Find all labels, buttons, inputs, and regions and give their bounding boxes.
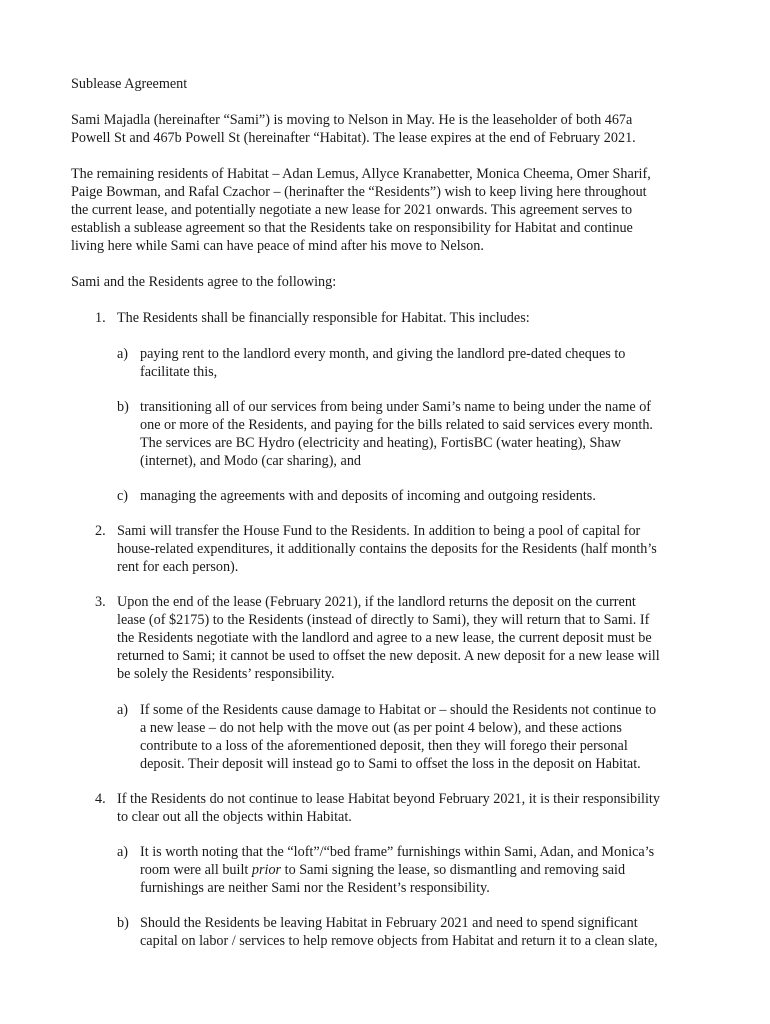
paragraph-line: living here while Sami can have peace of mind after his move to Nelson. [71, 238, 484, 254]
sub-item-label: a) [117, 702, 129, 718]
list-number: 1. [95, 310, 106, 326]
paragraph-line: Paige Bowman, and Rafal Czachor – (herinafter the “Residents”) wish to keep living here throughout [71, 184, 647, 200]
paragraph-line: be solely the Residents’ responsibility. [117, 666, 335, 682]
paragraph-line: the Residents negotiate with the landlord and agree to a new lease, the current deposit must be [117, 630, 652, 646]
sub-item-label: a) [117, 346, 129, 362]
paragraph-line: Sami will transfer the House Fund to the Residents. In addition to being a pool of capital for [117, 523, 641, 539]
paragraph-line: The Residents shall be financially responsible for Habitat. This includes: [117, 310, 530, 326]
paragraph-line: establish a sublease agreement so that the Residents take on responsibility for Habitat and continue [71, 220, 633, 236]
paragraph-line: deposit. Their deposit will instead go to Sami to offset the loss in the deposit on Habitat. [140, 756, 641, 772]
text-run: room were all built [140, 862, 252, 878]
paragraph-line: If the Residents do not continue to lease Habitat beyond February 2021, it is their responsibility [117, 791, 660, 807]
paragraph-line: It is worth noting that the “loft”/“bed frame” furnishings within Sami, Adan, and Monica’s [140, 844, 655, 860]
sub-item-label: a) [117, 844, 129, 860]
paragraph-line: paying rent to the landlord every month, and giving the landlord pre-dated cheques to [140, 346, 626, 362]
paragraph-line: The services are BC Hydro (electricity and heating), FortisBC (water heating), Shaw [140, 435, 622, 451]
sub-item-label: b) [117, 399, 129, 415]
paragraph-line: Sami Majadla (hereinafter “Sami”) is moving to Nelson in May. He is the leaseholder of both 467a [71, 112, 633, 128]
paragraph-line: If some of the Residents cause damage to Habitat or – should the Residents not continue to [140, 702, 657, 718]
sub-item-label: b) [117, 915, 129, 931]
paragraph-line: contribute to a loss of the aforementioned deposit, then they will forego their personal [140, 738, 628, 754]
paragraph-line: facilitate this, [140, 364, 218, 380]
list-number: 3. [95, 594, 106, 610]
paragraph-line: managing the agreements with and deposits of incoming and outgoing residents. [140, 488, 596, 504]
paragraph-line: house-related expenditures, it additionally contains the deposits for the Residents (half month’s [117, 541, 657, 557]
agreement-intro: Sami and the Residents agree to the following: [71, 274, 337, 290]
document-title: Sublease Agreement [71, 76, 188, 92]
paragraph-line: to clear out all the objects within Habitat. [117, 809, 352, 825]
paragraph-line [140, 861, 625, 879]
paragraph-line: a new lease – do not help with the move out (as per point 4 below), and these actions [140, 720, 622, 736]
paragraph-line: Upon the end of the lease (February 2021), if the landlord returns the deposit on the current [117, 594, 636, 610]
paragraph-line: Powell St and 467b Powell St (hereinafter “Habitat). The lease expires at the end of February 2021. [71, 130, 636, 146]
list-number: 4. [95, 791, 106, 807]
paragraph-line: returned to Sami; it cannot be used to offset the new deposit. A new deposit for a new lease will [117, 648, 660, 664]
paragraph-line: lease (of $2175) to the Residents (instead of directly to Sami), they will return that to Sami. If [117, 612, 650, 628]
emphasis-text: prior [251, 862, 282, 878]
text-run: to Sami signing the lease, so dismantling and removing said [281, 862, 626, 878]
paragraph-line: rent for each person). [117, 559, 239, 575]
paragraph-line: transitioning all of our services from being under Sami’s name to being under the name of [140, 399, 652, 415]
paragraph-line: furnishings are neither Sami nor the Resident’s responsibility. [140, 880, 490, 896]
list-number: 2. [95, 523, 106, 539]
paragraph-line: Should the Residents be leaving Habitat in February 2021 and need to spend significant [140, 915, 638, 931]
paragraph-line: capital on labor / services to help remove objects from Habitat and return it to a clean slate, [140, 933, 658, 949]
paragraph-line: one or more of the Residents, and paying for the bills related to said services every month. [140, 417, 653, 433]
paragraph-line: The remaining residents of Habitat – Adan Lemus, Allyce Kranabetter, Monica Cheema, Omer Sharif, [71, 166, 651, 182]
sub-item-label: c) [117, 488, 129, 504]
paragraph-line: (internet), and Modo (car sharing), and [140, 453, 362, 469]
paragraph-line: the current lease, and potentially negotiate a new lease for 2021 onwards. This agreement serves to [71, 202, 633, 218]
